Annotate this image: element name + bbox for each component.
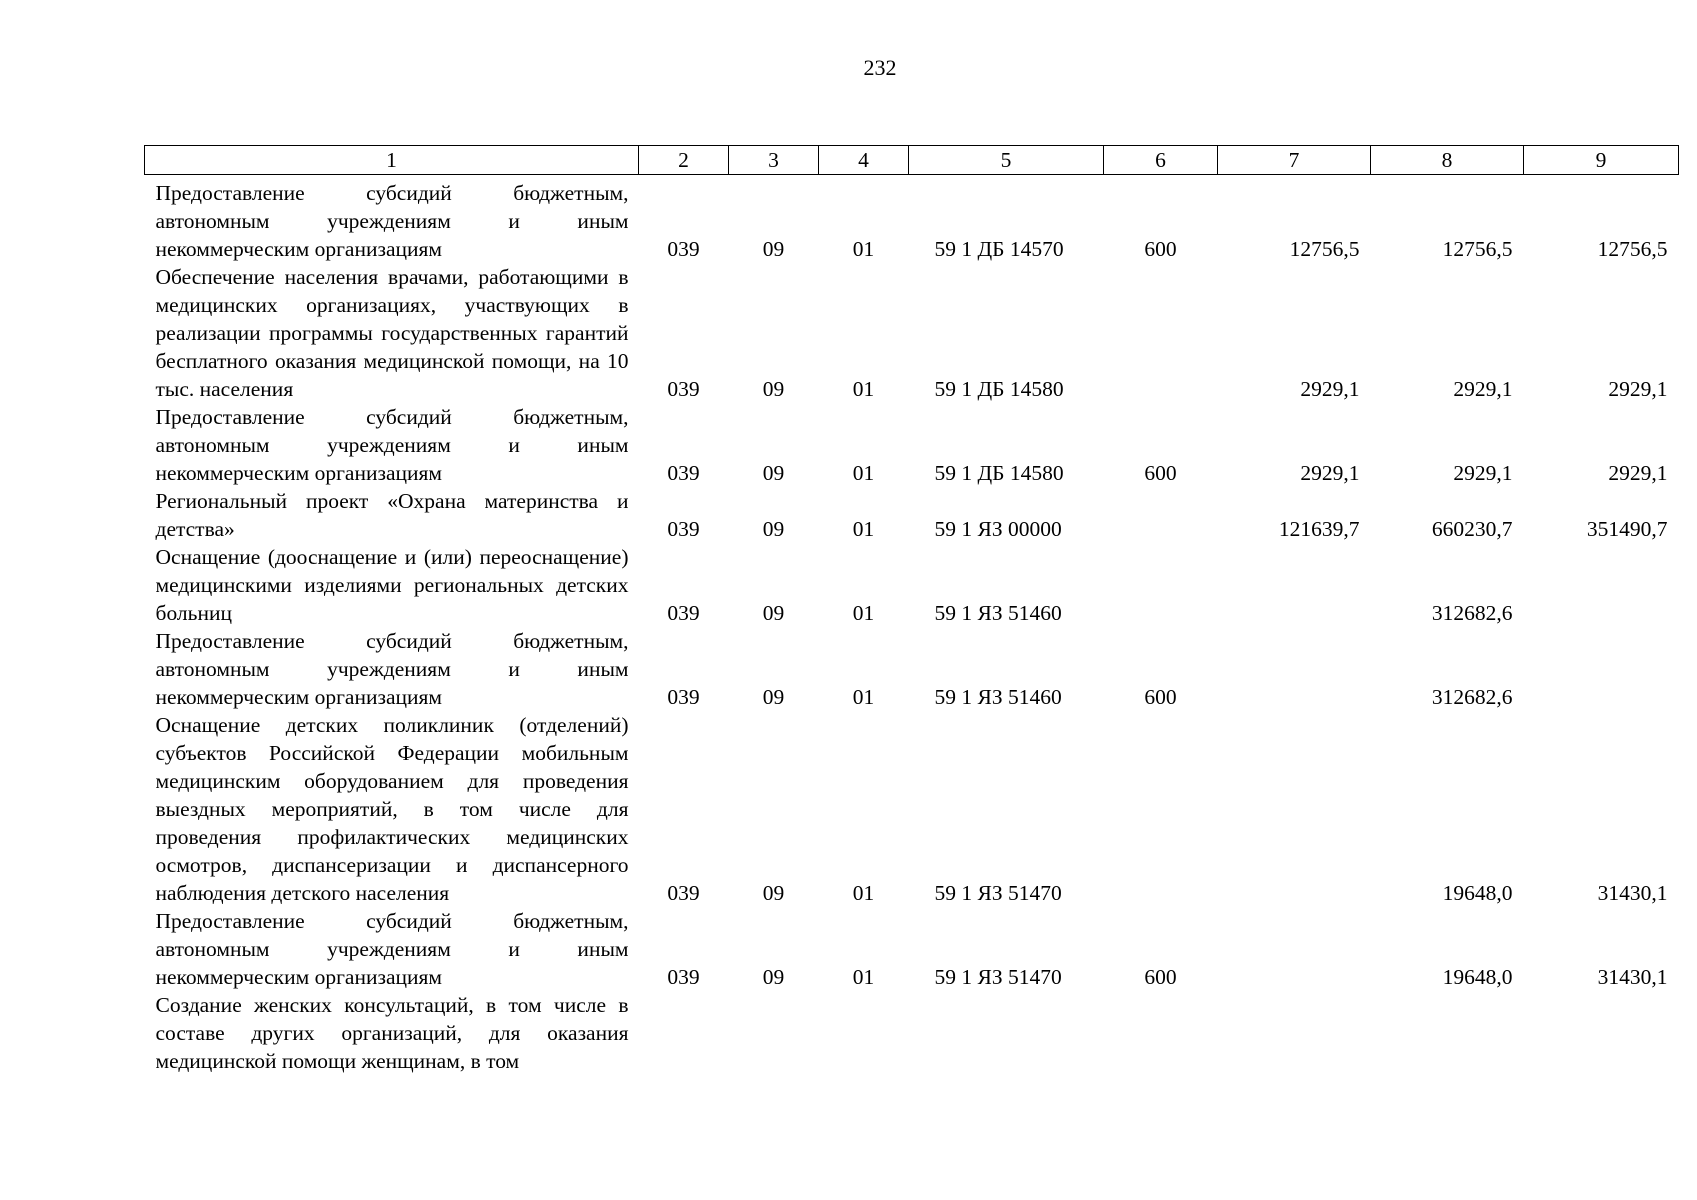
subsection-code: 01: [852, 685, 875, 709]
row-description: Оснащение детских поликлиник (отделений) субъектов Российской Федерации мобильным медицинским оборудованием для проведения выездных мероприятий, в том числе для проведения профилактических медицинских осмотров, диспансеризации и диспансерного наблюдения детского населения: [155, 713, 629, 905]
row-description: Предоставление субсидий бюджетным, автономным учреждениям и иным некоммерческим организациям: [155, 909, 629, 989]
row-description: Обеспечение населения врачами, работающими в медицинских организациях, участвующих в реализации программы государственных гарантий бесплатного оказания медицинской помощи, на 10 тыс. населения: [155, 265, 629, 401]
amount-col9: 31430,1: [1597, 965, 1668, 989]
subsection-code: 01: [852, 377, 875, 401]
amount-col8: 312682,6: [1431, 601, 1513, 625]
expense-type-code: [1104, 991, 1218, 1075]
amount-col8: 2929,1: [1453, 461, 1513, 485]
amount-col8: 19648,0: [1442, 881, 1513, 905]
target-article-code: 59 1 ДБ 14580: [934, 461, 1064, 485]
target-article-code: 59 1 ЯЗ 51460: [934, 685, 1062, 709]
target-article-code: 59 1 ЯЗ 51470: [934, 965, 1062, 989]
amount-col9: [1524, 627, 1679, 711]
amount-col7: [1218, 543, 1371, 627]
expense-type-code: 600: [1144, 461, 1177, 485]
section-code: 09: [762, 517, 785, 541]
expense-type-code: 600: [1144, 685, 1177, 709]
table-row: [145, 487, 1679, 543]
amount-col7: [1218, 907, 1371, 991]
table-row: [145, 263, 1679, 403]
target-article-code: 59 1 ЯЗ 00000: [934, 517, 1062, 541]
table-row: [145, 403, 1679, 487]
ministry-code: 039: [667, 517, 700, 541]
ministry-code: 039: [667, 237, 700, 261]
amount-col7: 12756,5: [1289, 237, 1360, 261]
row-description: Региональный проект «Охрана материнства и детства»: [155, 489, 629, 541]
subsection-code: 01: [852, 881, 875, 905]
table-row: [145, 991, 1679, 1075]
column-header: 8: [1371, 146, 1524, 175]
target-article-code: 59 1 ЯЗ 51470: [934, 881, 1062, 905]
ministry-code: [639, 991, 729, 1075]
table-row: [145, 627, 1679, 711]
row-description: Создание женских консультаций, в том числе в составе других организаций, для оказания медицинской помощи женщинам, в том: [155, 993, 629, 1073]
target-article-code: 59 1 ДБ 14580: [934, 377, 1064, 401]
section-code: 09: [762, 965, 785, 989]
column-header: 5: [909, 146, 1104, 175]
row-description: Предоставление субсидий бюджетным, автономным учреждениям и иным некоммерческим организациям: [155, 181, 629, 261]
expense-type-code: [1104, 543, 1218, 627]
amount-col8: 19648,0: [1442, 965, 1513, 989]
subsection-code: [819, 991, 909, 1075]
subsection-code: 01: [852, 601, 875, 625]
column-header: 6: [1104, 146, 1218, 175]
ministry-code: 039: [667, 965, 700, 989]
amount-col7: 2929,1: [1300, 461, 1360, 485]
amount-col7: [1218, 991, 1371, 1075]
column-header: 1: [145, 146, 639, 175]
expense-type-code: [1104, 711, 1218, 907]
row-description: Оснащение (дооснащение и (или) переоснащение) медицинскими изделиями региональных детских больниц: [155, 545, 629, 625]
subsection-code: 01: [852, 461, 875, 485]
target-article-code: [909, 991, 1104, 1075]
row-description: Предоставление субсидий бюджетным, автономным учреждениям и иным некоммерческим организациям: [155, 629, 629, 709]
section-code: 09: [762, 881, 785, 905]
expense-type-code: [1104, 487, 1218, 543]
target-article-code: 59 1 ЯЗ 51460: [934, 601, 1062, 625]
table-row: [145, 175, 1679, 264]
ministry-code: 039: [667, 461, 700, 485]
subsection-code: 01: [852, 517, 875, 541]
amount-col8: 12756,5: [1442, 237, 1513, 261]
budget-table: [144, 145, 1679, 1075]
amount-col9: 2929,1: [1608, 461, 1668, 485]
amount-col7: [1218, 627, 1371, 711]
column-header: 3: [729, 146, 819, 175]
amount-col9: 351490,7: [1586, 517, 1668, 541]
table-row: [145, 711, 1679, 907]
amount-col9: [1524, 991, 1679, 1075]
row-description: Предоставление субсидий бюджетным, автономным учреждениям и иным некоммерческим организациям: [155, 405, 629, 485]
amount-col8: 2929,1: [1453, 377, 1513, 401]
column-header: 4: [819, 146, 909, 175]
amount-col9: [1524, 543, 1679, 627]
section-code: 09: [762, 377, 785, 401]
table-row: [145, 543, 1679, 627]
section-code: 09: [762, 237, 785, 261]
section-code: 09: [762, 461, 785, 485]
ministry-code: 039: [667, 377, 700, 401]
amount-col8: [1371, 991, 1524, 1075]
expense-type-code: 600: [1144, 965, 1177, 989]
column-header: 7: [1218, 146, 1371, 175]
table-row: [145, 907, 1679, 991]
amount-col8: 660230,7: [1431, 517, 1513, 541]
column-header: 2: [639, 146, 729, 175]
subsection-code: 01: [852, 965, 875, 989]
amount-col9: 12756,5: [1597, 237, 1668, 261]
expense-type-code: [1104, 263, 1218, 403]
amount-col9: 31430,1: [1597, 881, 1668, 905]
ministry-code: 039: [667, 601, 700, 625]
amount-col9: 2929,1: [1608, 377, 1668, 401]
amount-col7: 2929,1: [1300, 377, 1360, 401]
amount-col7: 121639,7: [1278, 517, 1360, 541]
amount-col7: [1218, 711, 1371, 907]
subsection-code: 01: [852, 237, 875, 261]
target-article-code: 59 1 ДБ 14570: [934, 237, 1064, 261]
amount-col8: 312682,6: [1431, 685, 1513, 709]
ministry-code: 039: [667, 881, 700, 905]
column-number-header-row: [145, 146, 1679, 175]
section-code: 09: [762, 601, 785, 625]
page-number: 232: [863, 55, 897, 80]
section-code: [729, 991, 819, 1075]
section-code: 09: [762, 685, 785, 709]
ministry-code: 039: [667, 685, 700, 709]
column-header: 9: [1524, 146, 1679, 175]
expense-type-code: 600: [1144, 237, 1177, 261]
